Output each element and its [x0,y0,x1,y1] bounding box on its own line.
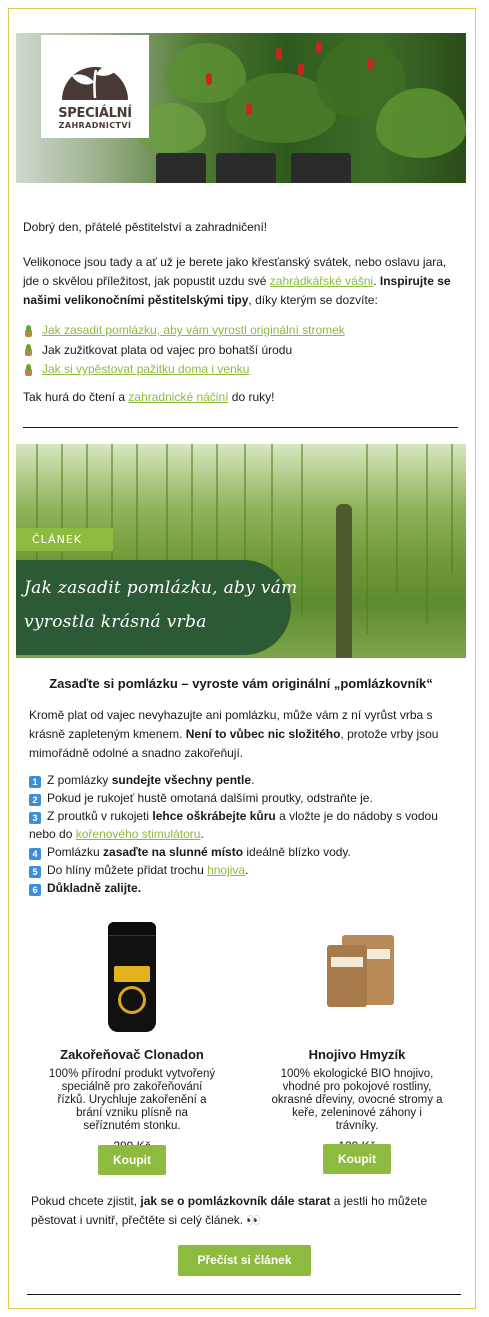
list-item [23,321,463,341]
buy-button-hmyzik[interactable]: Koupit [323,1144,391,1174]
article-bold-text: Není to vůbec nic složitého [185,727,341,741]
product-name[interactable]: Zakořeňovač Clonadon [60,1047,204,1062]
intro-text: Velikonoce jsou tady a ať už je berete jako křesťanský svátek, nebo oslavu jara, jde o skvělou příležitost, jak popustit uzdu své [23,255,447,288]
outro-text: a jestli ho můžete pěstovat i uvnitř, přečtěte si celý článek. 👀 [31,1194,428,1227]
product-card-hmyzik [271,1047,443,1153]
greeting: Dobrý den, přátelé pěstitelství a zahradničení! [23,220,268,234]
link-korenovy-stimulator[interactable]: kořenového stimulátoru [75,827,201,841]
article-paragraph [29,706,459,763]
logo[interactable] [41,35,149,138]
number-badge-icon: 6 [29,884,41,896]
divider [27,1294,461,1295]
logo-plant-icon [56,52,134,102]
step-text: . [251,773,255,787]
closing-text: Tak hurá do čtení a [23,390,129,404]
product-card-clonadon [47,1047,217,1153]
intro-bold-text: Inspirujte se našimi velikonočními pěstitelskými tipy [23,274,451,307]
read-article-button[interactable]: Přečíst si článek [178,1245,311,1276]
outro-text: Pokud chcete zjistit, [31,1194,141,1208]
intro-paragraph [23,253,463,310]
product-description: 100% ekologické BIO hnojivo, vhodné pro pokojové rostliny, okrasné dřeviny, ovocné stromy a keře, zeleninové záhony i trávníky. [271,1068,443,1132]
step-item [29,861,459,879]
article-tag: ČLÁNEK [16,528,113,551]
step-text: Pomlázku [47,845,104,859]
step-text: Pokud je rukojeť hustě omotaná dalšími proutky, odstraňte je. [47,791,373,805]
step-text: Z pomlázky [47,773,112,787]
step-text: Z proutků v rukojeti [47,809,153,823]
intro-closing [23,388,463,407]
product-image-hmyzik-small[interactable] [327,945,367,1007]
link-pazitka[interactable]: Jak si vypěstovat pažitku doma i venku [42,362,250,376]
article-heading: Zasaďte si pomlázku – vyroste vám originální „pomlázkovník“ [49,676,433,691]
logo-line1: SPECIÁLNÍ [58,106,132,121]
step-bold: Důkladně zalijte. [47,881,142,895]
list-item [23,341,463,361]
number-badge-icon: 4 [29,848,41,860]
step-item [29,843,459,861]
number-badge-icon: 2 [29,794,41,806]
tips-list [23,321,463,380]
product-name[interactable]: Hnojivo Hmyzík [308,1047,406,1062]
step-text: . [200,827,204,841]
seedling-icon [23,325,33,337]
step-bold: zasaďte na slunné místo [103,845,244,859]
article-outro [31,1192,451,1230]
article-title-banner[interactable] [16,560,298,655]
product-image-clonadon[interactable] [108,922,156,1032]
step-item [29,879,459,897]
banner-title-line1: Jak zasadit pomlázku, aby vám [24,578,298,598]
step-text: . [245,863,249,877]
step-item [29,807,459,843]
link-zahradkarske-vasni[interactable]: zahrádkářské vášni [269,274,374,288]
step-bold: sundejte všechny pentle [111,773,252,787]
steps-list [29,771,459,897]
number-badge-icon: 5 [29,866,41,878]
step-text: ideálně blízko vody. [243,845,351,859]
article-text: , protože vrby jsou mimořádně odolné a snadno zakořeňují. [29,727,439,760]
article-text: Kromě plat od vajec nevyhazujte ani pomlázku, může vám z ní vyrůst vrba s krásně zapleteným kmenem. [29,708,433,741]
intro-text: , díky kterým se dozvíte: [248,293,378,307]
seedling-icon [23,364,33,376]
outro-bold: jak se o pomlázkovník dále starat [140,1194,331,1208]
intro-text: . [373,274,380,288]
link-hnojiva[interactable]: hnojiva [207,863,246,877]
seedling-icon [23,344,33,356]
step-text: Do hlíny můžete přidat trochu [47,863,208,877]
list-item [23,360,463,380]
step-bold: lehce oškrábejte kůru [152,809,276,823]
closing-text: do ruky! [228,390,275,404]
number-badge-icon: 3 [29,812,41,824]
step-item [29,789,459,807]
buy-button-clonadon[interactable]: Koupit [98,1145,166,1175]
list-item-label: Jak zužitkovat plata od vajec pro bohatší úrodu [42,342,293,357]
banner-title-line2: vyrostla krásná vrba [24,612,207,632]
step-item [29,771,459,789]
product-description: 100% přírodní produkt vytvořený speciálně pro zakořeňování řízků. Urychluje zakořenění a brání vzniku plísně na seříznutém stonku. [48,1068,216,1132]
step-text: a vložte je do nádoby s vodou nebo do [29,809,438,841]
divider [23,427,458,428]
link-pomlazka[interactable]: Jak zasadit pomlázku, aby vám vyrostl originální stromek [42,323,345,337]
number-badge-icon: 1 [29,776,41,788]
logo-line2: ZAHRADNICTVÍ [58,121,132,130]
link-zahradnicke-nacini[interactable]: zahradnické náčiní [128,390,229,404]
